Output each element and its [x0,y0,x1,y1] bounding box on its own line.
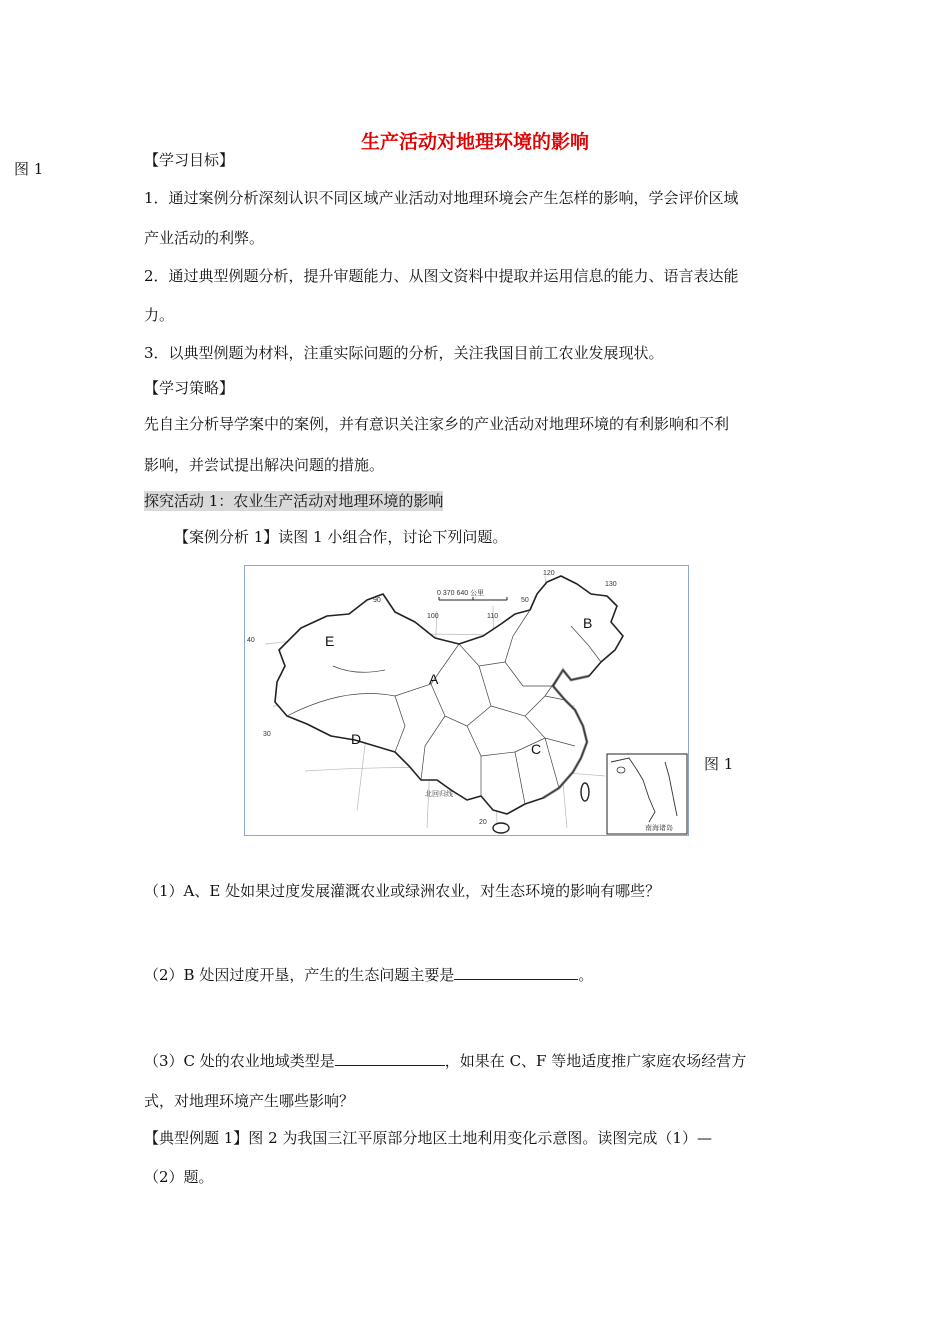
china-map-figure [244,565,689,836]
hainan-island [493,823,509,833]
question-2 [144,964,593,985]
question-2-end: 。 [578,966,594,984]
lat-tick-20: 20 [479,819,487,826]
china-mainland-outline [275,576,623,814]
question-3-line-2: 式，对地理环境产生哪些影响？ [144,1092,355,1110]
side-figure-label: 图 1 [14,160,44,178]
map-label-c: C [531,741,542,757]
question-3-text-cont: ，如果在 C、F 等地适度推广家庭农场经营方 [444,1052,747,1070]
strategy-line-1: 先自主分析导学案中的案例，并有意识关注家乡的产业活动对地理环境的有利影响和不利 [144,415,730,433]
map-caption: 图 1 [704,755,734,773]
objective-1-line-2: 产业活动的利弊。 [144,229,265,247]
question-2-text: （2）B 处因过度开垦，产生的生态问题主要是 [144,966,455,984]
inset-label: 南海诸岛 [645,825,673,832]
page-title: 生产活动对地理环境的影响 [360,131,589,153]
strategy-heading: 【学习策略】 [144,379,235,397]
scale-text: 0 370 640 公里 [437,590,485,597]
objective-1-line-1: 1．通过案例分析深刻认识不同区域产业活动对地理环境会产生怎样的影响，学会评价区域 [144,189,739,207]
tropic-label: 北回归线 [425,791,453,798]
map-label-b: B [583,615,593,631]
lon-tick-100: 100 [427,613,439,620]
lon-tick-90: 90 [373,597,381,604]
objective-2-line-1: 2．通过典型例题分析，提升审题能力、从图文资料中提取并运用信息的能力、语言表达能 [144,267,739,285]
china-map-svg [245,566,690,837]
activity-1-heading: 探究活动 1：农业生产活动对地理环境的影响 [144,492,444,510]
question-1: （1）A、E 处如果过度发展灌溉农业或绿洲农业，对生态环境的影响有哪些？ [144,882,661,900]
strategy-line-2: 影响，并尝试提出解决问题的措施。 [144,456,385,474]
objectives-heading: 【学习目标】 [144,151,235,169]
taiwan-island [581,783,589,801]
example-1-line-2: （2）题。 [144,1168,214,1186]
lat-tick-30: 30 [263,731,271,738]
lat-tick-40: 40 [247,637,255,644]
question-3-answer-blank[interactable] [335,1050,445,1066]
map-label-d: D [351,731,362,747]
map-scale-bar [437,589,507,600]
lon-tick-120: 120 [543,570,555,577]
south-china-sea-inset [607,754,687,834]
question-3 [144,1050,746,1071]
question-3-text: （3）C 处的农业地域类型是 [144,1052,335,1070]
objective-3: 3．以典型例题为材料，注重实际问题的分析，关注我国目前工农业发展现状。 [144,344,664,362]
objective-2-line-2: 力。 [144,306,175,324]
example-1-line-1: 【典型例题 1】图 2 为我国三江平原部分地区土地利用变化示意图。读图完成（1）— [144,1129,712,1147]
lon-tick-130: 130 [605,581,617,588]
question-2-answer-blank[interactable] [454,964,578,980]
lat-tick-50: 50 [521,597,529,604]
map-label-e: E [325,633,335,649]
map-label-a: A [429,671,439,687]
case-analysis-intro: 【案例分析 1】读图 1 小组合作，讨论下列问题。 [174,528,508,546]
lon-tick-110: 110 [487,613,499,620]
